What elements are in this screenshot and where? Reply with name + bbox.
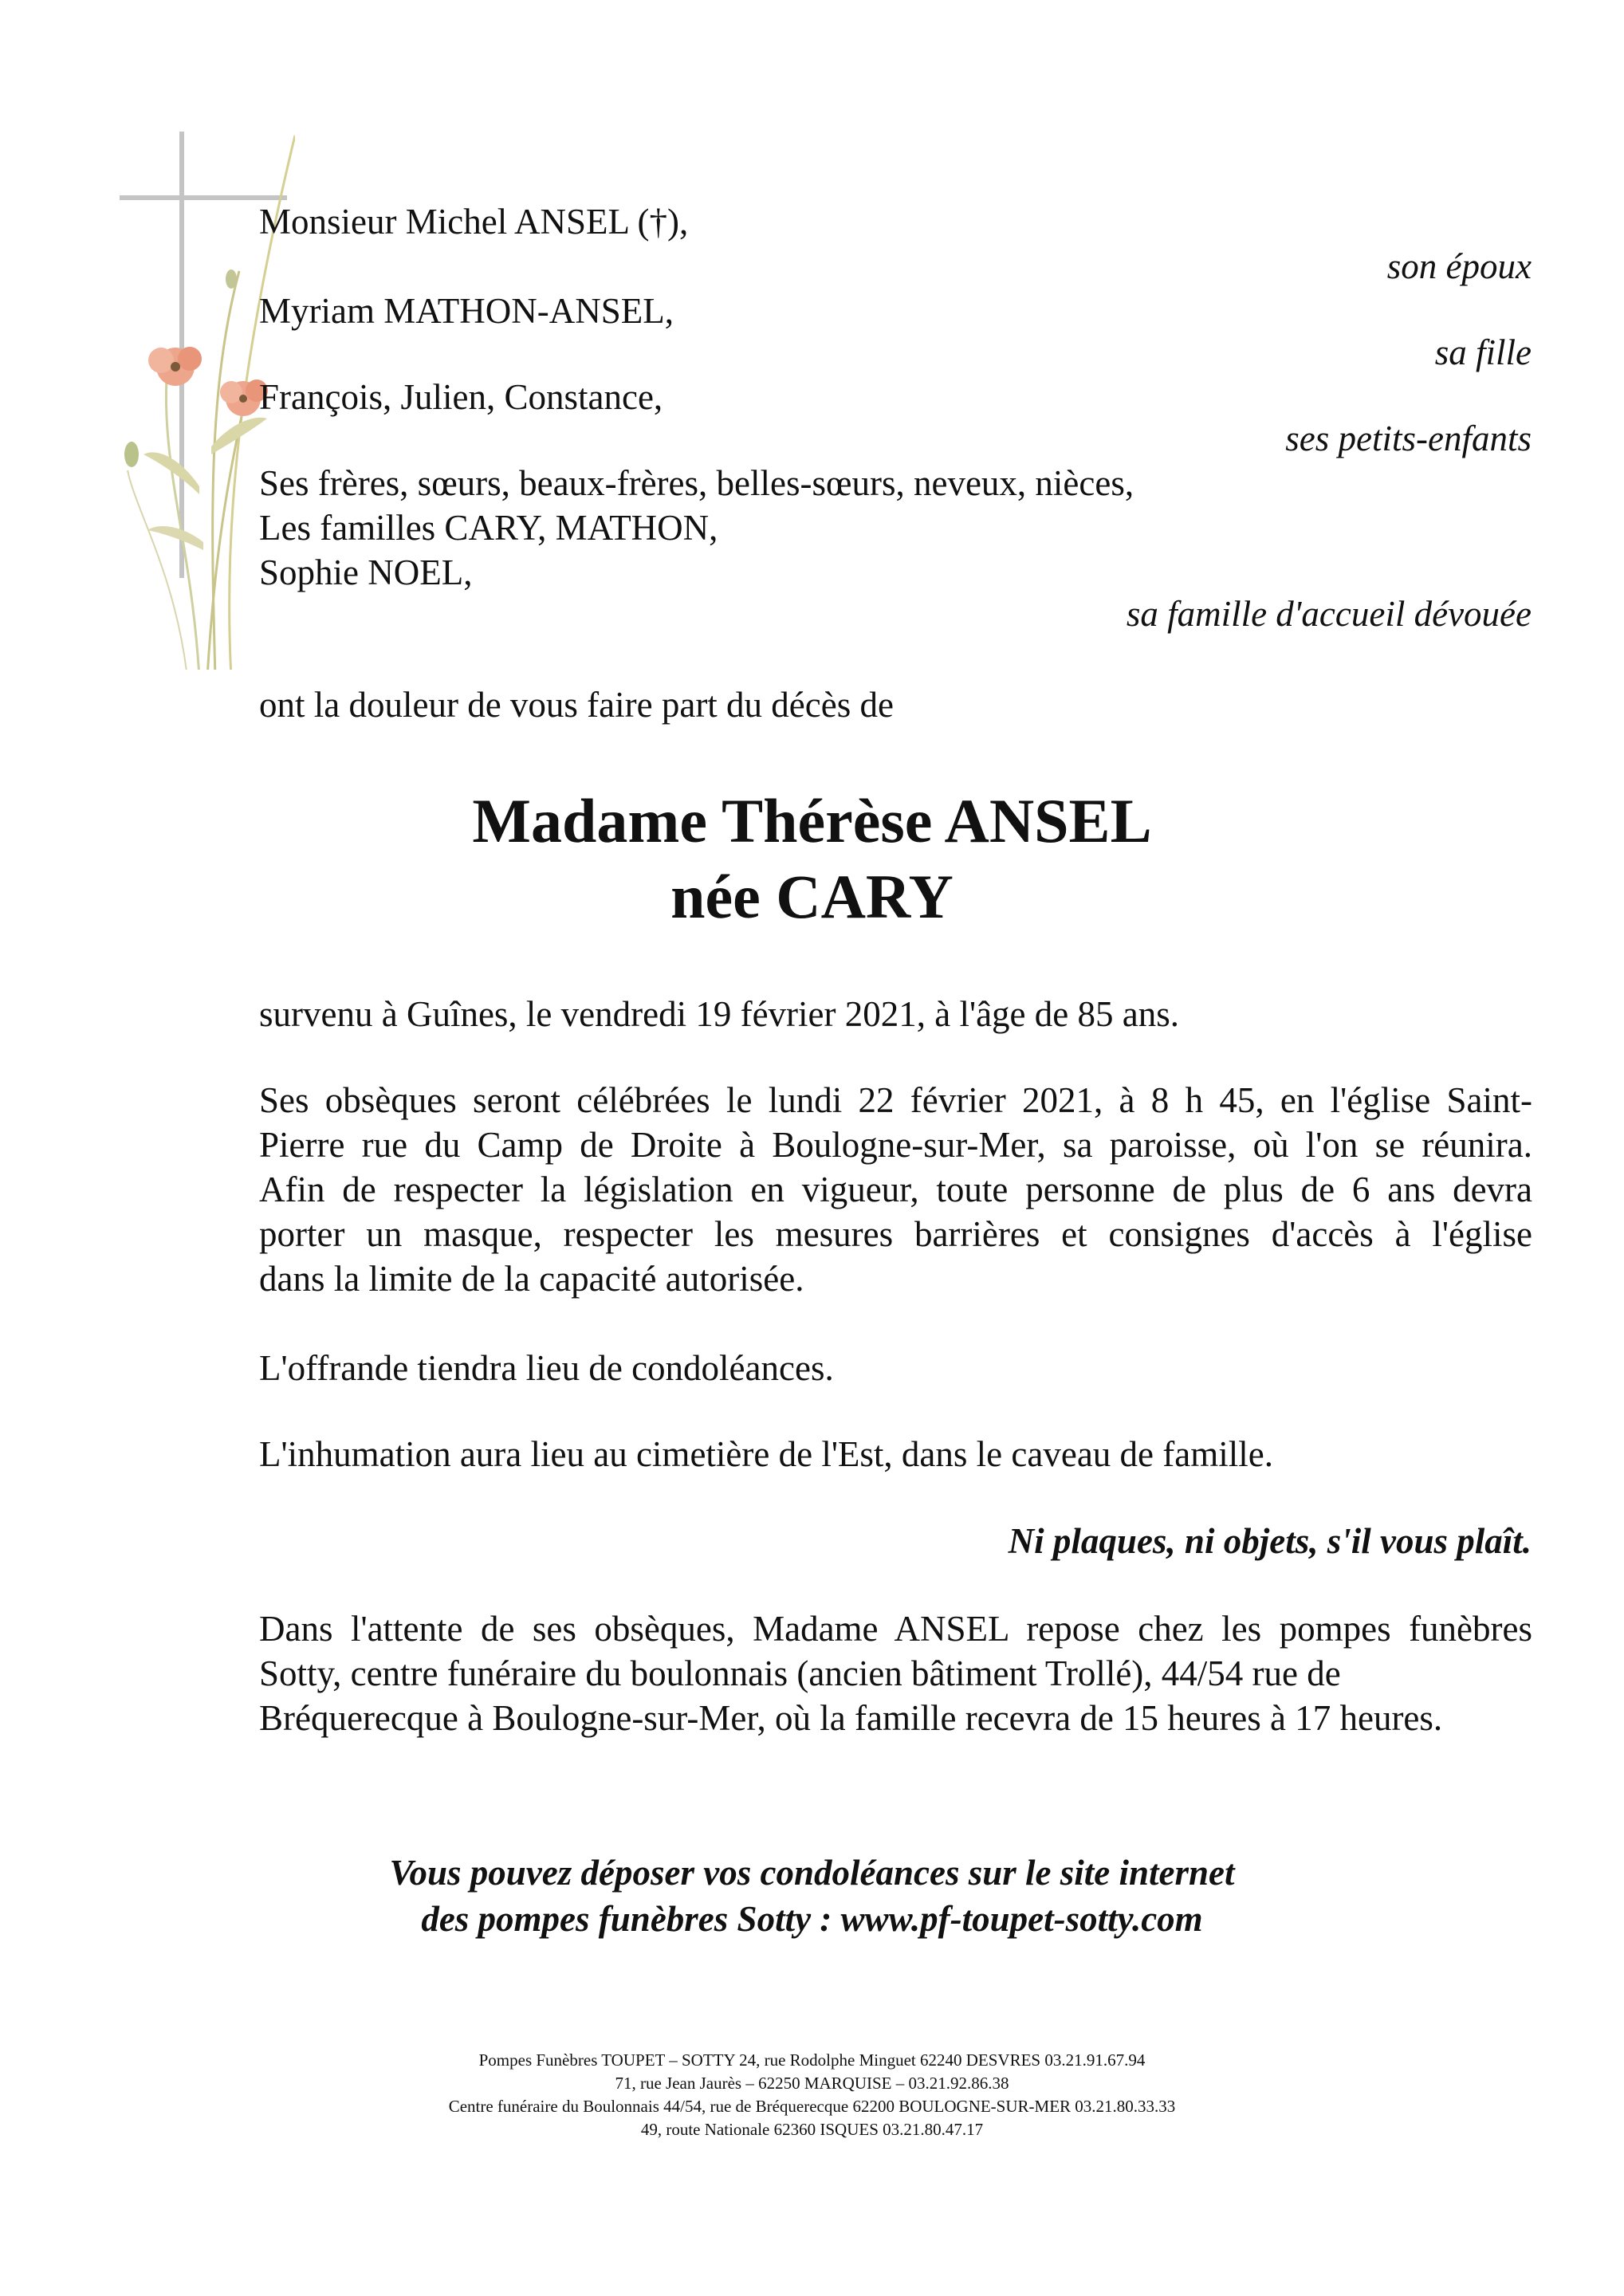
family-line-6: Sophie NOEL, <box>259 552 473 592</box>
family-line-1: Monsieur Michel ANSEL (†), <box>259 202 689 242</box>
condolences-line-1: Vous pouvez déposer vos condoléances sur le site internet <box>389 1853 1235 1893</box>
condolences-line-2: des pompes funèbres Sotty : www.pf-toupet-sotty.com <box>421 1899 1203 1939</box>
footer-line-4: 49, route Nationale 62360 ISQUES 03.21.80.47.17 <box>640 2120 984 2139</box>
funeral-line-1: Ses obsèques seront célébrées le lundi 22 février 2021, à 8 h 45, en l'église Saint- <box>259 1080 1532 1120</box>
offering-note: L'offrande tiendra lieu de condoléances. <box>259 1348 834 1388</box>
burial-note: L'inhumation aura lieu au cimetière de l'Est, dans le caveau de famille. <box>259 1434 1273 1474</box>
rest-paragraph <box>259 1606 1532 1740</box>
family-line-5: Les familles CARY, MATHON, <box>259 508 718 548</box>
relation-spouse: son époux <box>1386 246 1532 286</box>
funeral-line-3: Afin de respecter la législation en vigueur, toute personne de plus de 6 ans devra <box>259 1170 1532 1209</box>
rest-line-3: Bréquerecque à Boulogne-sur-Mer, où la famille recevra de 15 heures à 17 heures. <box>259 1698 1443 1738</box>
footer-line-2: 71, rue Jean Jaurès – 62250 MARQUISE – 03.21.92.86.38 <box>615 2074 1009 2093</box>
family-line-2: Myriam MATHON-ANSEL, <box>259 291 674 331</box>
funeral-line-2: Pierre rue du Camp de Droite à Boulogne-sur-Mer, sa paroisse, où l'on se réunira. <box>259 1125 1532 1165</box>
relation-daughter: sa fille <box>1434 332 1532 372</box>
deceased-name: Madame Thérèse ANSEL <box>472 786 1152 855</box>
funeral-line-5: dans la limite de la capacité autorisée. <box>259 1259 804 1299</box>
deceased-maiden-name: née CARY <box>670 862 954 931</box>
family-line-4: Ses frères, sœurs, beaux-frères, belles-sœurs, neveux, nièces, <box>259 463 1134 503</box>
relation-host-family: sa famille d'accueil dévouée <box>1126 594 1532 634</box>
death-info: survenu à Guînes, le vendredi 19 février 2021, à l'âge de 85 ans. <box>259 994 1179 1034</box>
rest-line-1: Dans l'attente de ses obsèques, Madame ANSEL repose chez les pompes funèbres <box>259 1609 1532 1649</box>
funeral-paragraph <box>259 1078 1532 1301</box>
footer-line-1: Pompes Funèbres TOUPET – SOTTY 24, rue Rodolphe Minguet 62240 DESVRES 03.21.91.67.94 <box>478 2050 1146 2070</box>
funeral-line-4: porter un masque, respecter les mesures barrières et consignes d'accès à l'église <box>259 1214 1532 1254</box>
no-plaques-note: Ni plaques, ni objets, s'il vous plaît. <box>1008 1521 1532 1561</box>
announcement-intro: ont la douleur de vous faire part du décès de <box>259 685 894 725</box>
relation-grandchildren: ses petits-enfants <box>1285 419 1532 458</box>
rest-line-2: Sotty, centre funéraire du boulonnais (ancien bâtiment Trollé), 44/54 rue de <box>259 1653 1341 1693</box>
family-line-3: François, Julien, Constance, <box>259 377 663 417</box>
footer-line-3: Centre funéraire du Boulonnais 44/54, rue de Bréquerecque 62200 BOULOGNE-SUR-MER 03.21.80.33.33 <box>448 2097 1176 2116</box>
